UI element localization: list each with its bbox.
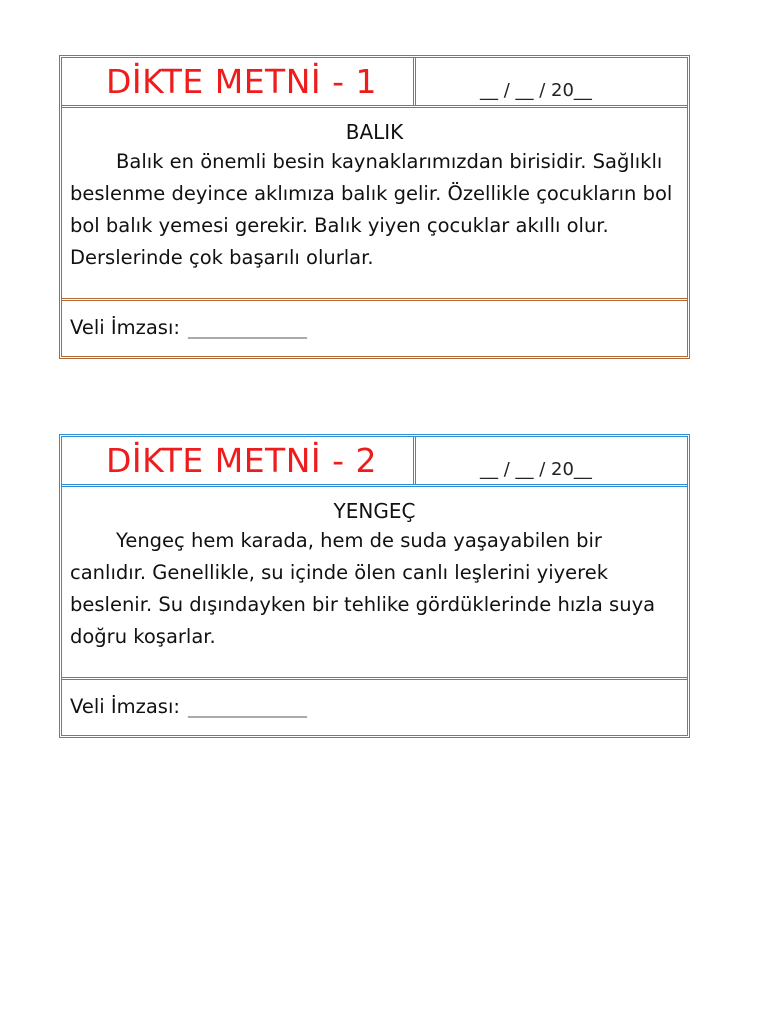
dictation-card-1	[59, 55, 690, 359]
card-header	[62, 437, 687, 487]
dictation-text: Balık en önemli besin kaynaklarımızdan birisidir. Sağlıklı beslenme deyince aklımıza balık gelir. Özellikle çocukların bol bol balık yemesi gerekir. Balık yiyen çocuklar akıllı olur. Derslerinde çok başarılı olurlar.	[70, 150, 673, 269]
signature-line: _________________	[187, 323, 307, 339]
dictation-text: Yengeç hem karada, hem de suda yaşayabilen bir canlıdır. Genellikle, su içinde ölen canlı leşlerini yiyerek beslenir. Su dışındayken bir tehlike gördüklerinde hızla suya doğru koşarlar.	[70, 529, 656, 648]
card-title: DİKTE METNİ - 1	[106, 62, 378, 101]
card-header	[62, 58, 687, 108]
text-heading: BALIK	[345, 120, 404, 144]
signature-row	[62, 301, 687, 353]
signature-row	[62, 680, 687, 732]
signature-label: Veli İmzası:	[70, 694, 180, 718]
text-heading: YENGEÇ	[333, 499, 416, 523]
card-body	[62, 487, 687, 680]
card-body	[62, 108, 687, 301]
dictation-card-2	[59, 434, 690, 738]
date-field: __ / __ / 20__	[480, 80, 592, 101]
signature-line: _________________	[187, 702, 307, 718]
signature-label: Veli İmzası:	[70, 315, 180, 339]
title-cell	[62, 437, 416, 484]
title-cell	[62, 58, 416, 105]
date-field: __ / __ / 20__	[480, 459, 592, 480]
card-title: DİKTE METNİ - 2	[106, 441, 378, 480]
